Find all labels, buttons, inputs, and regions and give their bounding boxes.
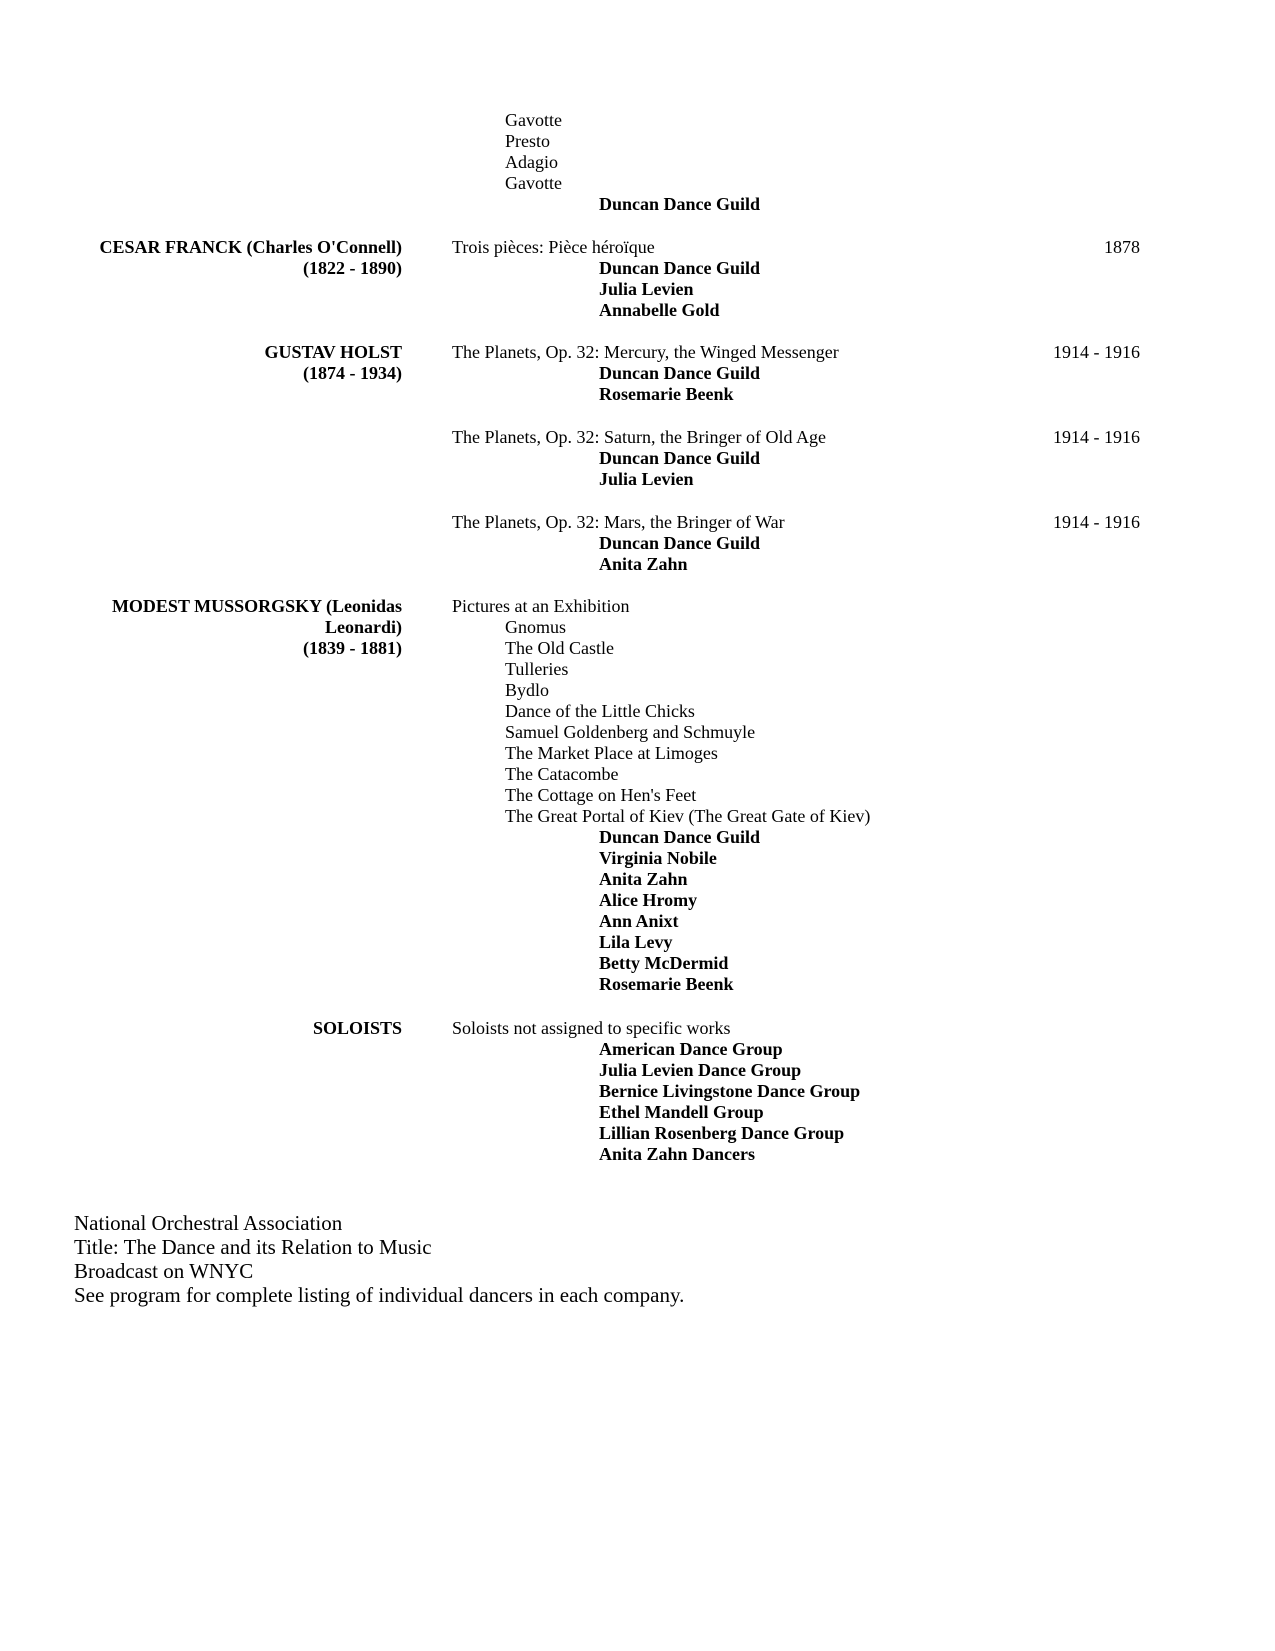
performer-item: Alice Hromy — [599, 890, 698, 910]
performer-item: Julia Levien Dance Group — [599, 1060, 802, 1080]
performer-item: Anita Zahn Dancers — [599, 1144, 756, 1164]
work-title: Trois pièces: Pièce héroïque — [452, 237, 655, 257]
work-date: 1914 - 1916 — [1053, 427, 1140, 447]
performer-item: Betty McDermid — [599, 953, 729, 973]
work-date: 1878 — [1104, 237, 1140, 257]
movement-item: Presto — [505, 131, 550, 151]
composer-dates: (1874 - 1934) — [303, 363, 402, 383]
movement-item: Gavotte — [505, 110, 562, 130]
performer-item: Duncan Dance Guild — [599, 448, 761, 468]
movement-item: The Cottage on Hen's Feet — [505, 785, 697, 805]
movement-item: The Old Castle — [505, 638, 614, 658]
performer-item: Ethel Mandell Group — [599, 1102, 764, 1122]
performer-item: Annabelle Gold — [599, 300, 720, 320]
composer-name: GUSTAV HOLST — [264, 342, 402, 362]
movement-item: The Market Place at Limoges — [505, 743, 718, 763]
composer-dates: (1839 - 1881) — [303, 638, 402, 658]
performer-item: Anita Zahn — [599, 869, 688, 889]
movement-item: The Great Portal of Kiev (The Great Gate of Kiev) — [505, 806, 871, 826]
composer-dates: (1822 - 1890) — [303, 258, 402, 278]
work-title: Pictures at an Exhibition — [452, 596, 630, 616]
movement-item: Gnomus — [505, 617, 567, 637]
composer-name: CESAR FRANCK (Charles O'Connell) — [99, 237, 402, 257]
performer-item: Ann Anixt — [599, 911, 679, 931]
performer-item: Bernice Livingstone Dance Group — [599, 1081, 861, 1101]
performer-item: Lila Levy — [599, 932, 673, 952]
movement-item: Dance of the Little Chicks — [505, 701, 695, 721]
performer-item: Anita Zahn — [599, 554, 688, 574]
footer-note: See program for complete listing of individual dancers in each company. — [74, 1283, 685, 1307]
work-date: 1914 - 1916 — [1053, 512, 1140, 532]
performer-item: Duncan Dance Guild — [599, 533, 761, 553]
performer-item: Rosemarie Beenk — [599, 384, 734, 404]
footer-broadcast: Broadcast on WNYC — [74, 1259, 254, 1283]
movement-item: Samuel Goldenberg and Schmuyle — [505, 722, 756, 742]
performer-item: Duncan Dance Guild — [599, 827, 761, 847]
movement-item: Adagio — [505, 152, 558, 172]
performer-item: Duncan Dance Guild — [599, 258, 761, 278]
performer-item: Julia Levien — [599, 279, 694, 299]
work-date: 1914 - 1916 — [1053, 342, 1140, 362]
performer-item: Rosemarie Beenk — [599, 974, 734, 994]
movement-item: Gavotte — [505, 173, 562, 193]
performer-item: American Dance Group — [599, 1039, 783, 1059]
section-heading: SOLOISTS — [312, 1018, 402, 1038]
composer-name: MODEST MUSSORGSKY (Leonidas — [111, 596, 402, 616]
footer-organization: National Orchestral Association — [74, 1211, 343, 1235]
footer-title: Title: The Dance and its Relation to Music — [74, 1235, 432, 1259]
movement-item: The Catacombe — [505, 764, 619, 784]
movement-item: Tulleries — [505, 659, 569, 679]
performer-item: Lillian Rosenberg Dance Group — [599, 1123, 845, 1143]
performer-item: Julia Levien — [599, 469, 694, 489]
performer-item: Duncan Dance Guild — [599, 363, 761, 383]
work-title: The Planets, Op. 32: Mars, the Bringer of War — [452, 512, 785, 532]
work-title: The Planets, Op. 32: Mercury, the Winged Messenger — [452, 342, 839, 362]
performer-item: Virginia Nobile — [599, 848, 717, 868]
composer-name-cont: Leonardi) — [324, 617, 402, 637]
work-title: The Planets, Op. 32: Saturn, the Bringer of Old Age — [452, 427, 826, 447]
movement-item: Bydlo — [505, 680, 550, 700]
performer-item: Duncan Dance Guild — [599, 194, 761, 214]
work-title: Soloists not assigned to specific works — [452, 1018, 731, 1038]
